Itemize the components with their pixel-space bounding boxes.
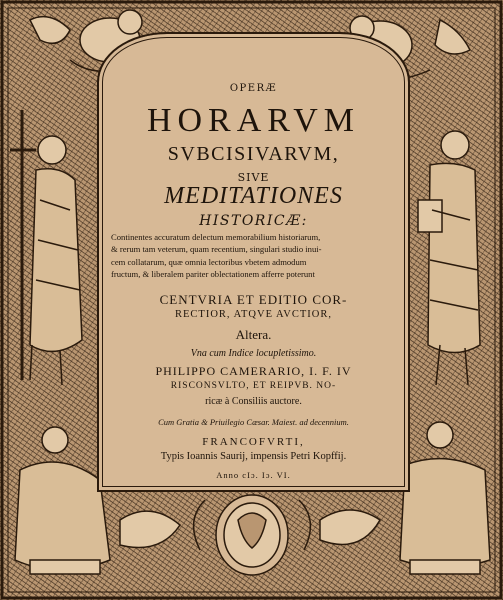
edition-line-1: CENTVRIA ET EDITIO COR- [159,292,348,307]
historicae-line: HISTORICÆ: [199,213,308,229]
printer-line: Typis Ioannis Saurij, impensis Petri Kopffij. [160,451,347,462]
main-title-horarum: HORARVM [146,102,361,139]
year-line: Anno cIɔ. Iɔ. VI. [216,470,291,480]
meditationes-line: MEDITATIONES [164,183,343,209]
author-title-line: RISCONSVLTO, ET REIPVB. NO- [170,381,337,391]
printer-medallion-icon [194,495,311,575]
altera-line: Altera. [235,327,272,342]
author-line: PHILIPPO CAMERARIO, I. F. IV [155,364,352,378]
edition-line-2: RECTIOR, ATQVE AVCTIOR, [175,309,332,320]
sive-line: SIVE [237,171,270,184]
description-line: cem collatarum, quæ omnia lectoribus vbetem admodum [111,256,307,267]
description-paragraph [111,231,398,280]
subtitle-subcisivarum: SVBCISIVARVM, [167,143,340,165]
place-line: FRANCOFVRTI, [202,436,305,448]
title-cartouche [97,32,410,492]
description-line: & rerum tam veterum, quam recentium, singulari studio inui- [111,244,322,255]
opere-line: OPERÆ [229,83,278,94]
woman-with-cross-left-icon [10,110,82,385]
index-line: Vna cum Indice locupletissimo. [190,348,317,359]
description-line: fructum, & liberalem pariter oblectationem afferre poterunt [111,268,315,279]
privilege-line: Cum Gratia & Priuilegio Cæsar. Maiest. ad decennium. [158,417,349,427]
author-office-line: ricæ à Consiliis auctore. [205,396,302,407]
man-with-book-right-icon [418,131,480,385]
description-line: Continentes accuratum delectum memorabilium historiarum, [111,232,321,242]
